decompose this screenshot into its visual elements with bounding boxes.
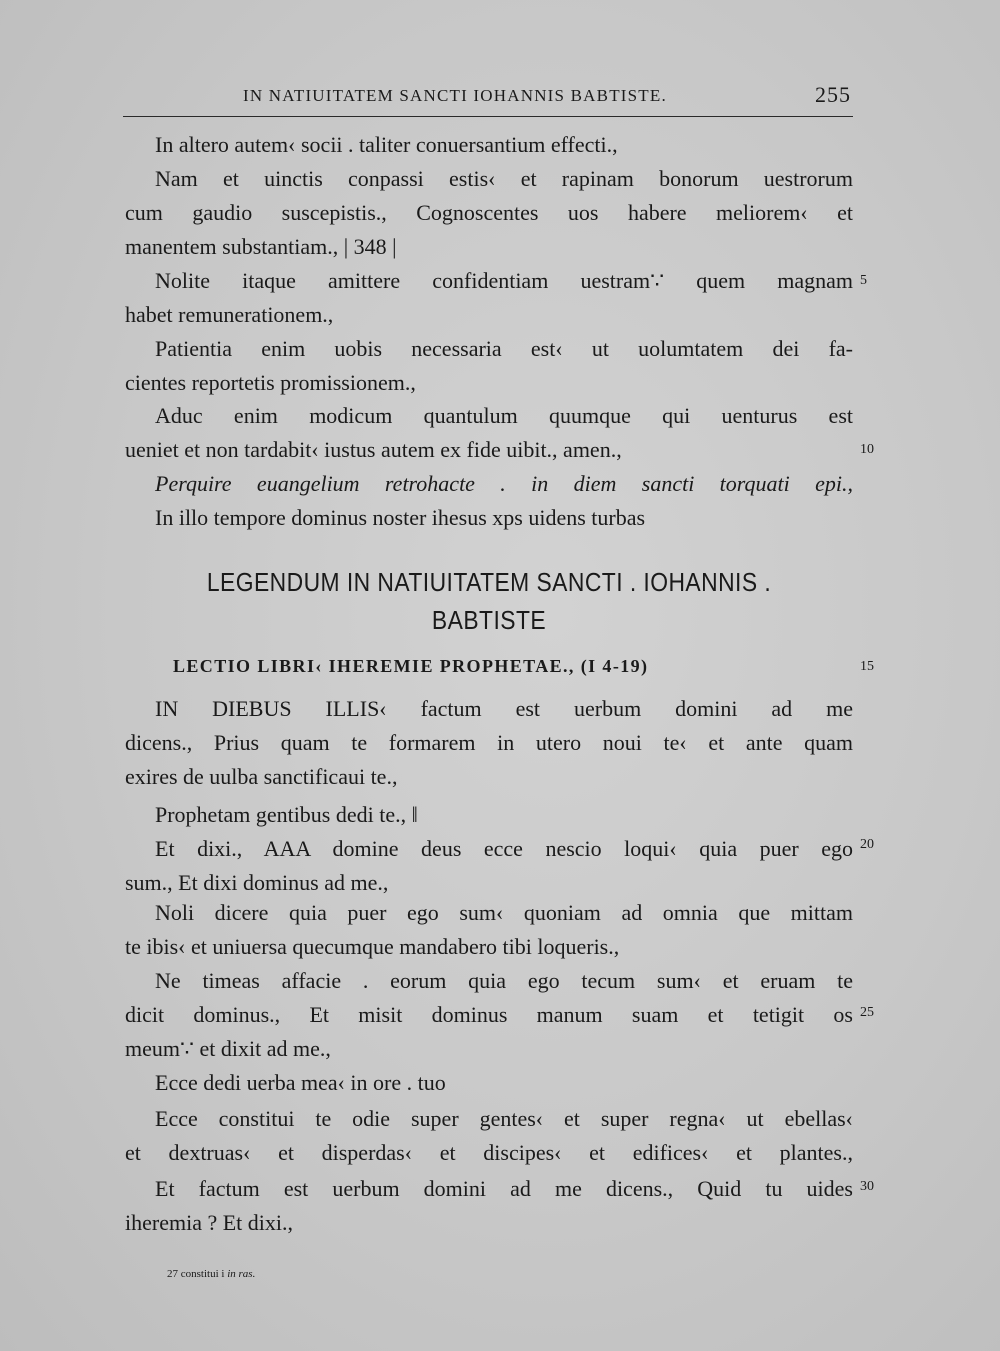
line-number: 5 [860, 273, 867, 288]
text-line: iheremia ? Et dixi., [125, 1210, 293, 1235]
text-line: Nam et uinctis conpassi estis‹ et rapinam bonorum uestrorum [155, 166, 853, 191]
text-line: In illo tempore dominus noster ihesus xps uidens turbas [155, 505, 646, 530]
line-number: 10 [860, 442, 874, 457]
page-number: 255 [815, 82, 851, 107]
text-line: Et dixi., AAA domine deus ecce nescio loqui‹ quia puer ego [155, 836, 853, 861]
text-line: Aduc enim modicum quantulum quumque qui uenturus est [155, 403, 853, 428]
page-header [243, 84, 853, 114]
text-line: In altero autem‹ socii . taliter conuersantium effecti., [155, 132, 618, 157]
line-number: 30 [860, 1179, 874, 1194]
running-title: IN NATIUITATEM SANCTI IOHANNIS BABTISTE. [243, 86, 667, 105]
text-line: habet remunerationem., [125, 302, 334, 327]
text-line: manentem substantiam., | 348 | [125, 234, 397, 259]
section-heading: LEGENDUM IN NATIUITATEM SANCTI . IOHANNIS . [206, 567, 772, 597]
section-heading-continued: BABTISTE [431, 605, 547, 635]
line-number: 15 [860, 659, 874, 674]
text-line: Nolite itaque amittere confidentiam uestram∵ quem magnam [155, 268, 853, 293]
text-line: Et factum est uerbum domini ad me dicens., Quid tu uides [155, 1176, 853, 1201]
rubric-line: Perquire euangelium retrohacte . in diem sancti torquati epi., [155, 471, 853, 496]
text-line: meum∵ et dixit ad me., [125, 1036, 331, 1061]
text-line: dicens., Prius quam te formarem in utero noui te‹ et ante quam [125, 730, 853, 755]
text-line: Noli dicere quia puer ego sum‹ quoniam ad omnia que mittam [155, 900, 853, 925]
lection-subheading: LECTIO LIBRI‹ IHEREMIE PROPHETAE., (I 4-19) [173, 656, 649, 676]
text-line: Ecce dedi uerba mea‹ in ore . tuo [155, 1070, 446, 1095]
footnote [167, 1268, 255, 1280]
header-rule [123, 116, 853, 117]
text-line: Ne timeas affacie . eorum quia ego tecum sum‹ et eruam te [155, 968, 853, 993]
text-line: Ecce constitui te odie super gentes‹ et super regna‹ ut ebellas‹ [155, 1106, 853, 1131]
text-line: et dextruas‹ et disperdas‹ et discipes‹ et edifices‹ et plantes., [125, 1140, 853, 1165]
footnote-text: 27 constitui i [167, 1268, 225, 1280]
text-line: exires de uulba sanctificaui te., [125, 764, 398, 789]
text-line: te ibis‹ et uniuersa quecumque mandabero tibi loqueris., [125, 934, 620, 959]
line-number: 20 [860, 837, 874, 852]
text-line: ueniet et non tardabit‹ iustus autem ex fide uibit., amen., [125, 437, 622, 462]
text-line: IN DIEBUS ILLIS‹ factum est uerbum domini ad me [155, 696, 853, 721]
text-line: sum., Et dixi dominus ad me., [125, 870, 389, 895]
text-line: cum gaudio suscepistis., Cognoscentes uos habere meliorem‹ et [125, 200, 853, 225]
footnote-italic: in ras. [227, 1268, 256, 1280]
text-line: dicit dominus., Et misit dominus manum suam et tetigit os [125, 1002, 853, 1027]
text-line: Prophetam gentibus dedi te., ‖ [155, 802, 418, 827]
text-line: cientes reportetis promissionem., [125, 370, 416, 395]
line-number: 25 [860, 1005, 874, 1020]
text-line: Patientia enim uobis necessaria est‹ ut uolumtatem dei fa- [155, 336, 853, 361]
